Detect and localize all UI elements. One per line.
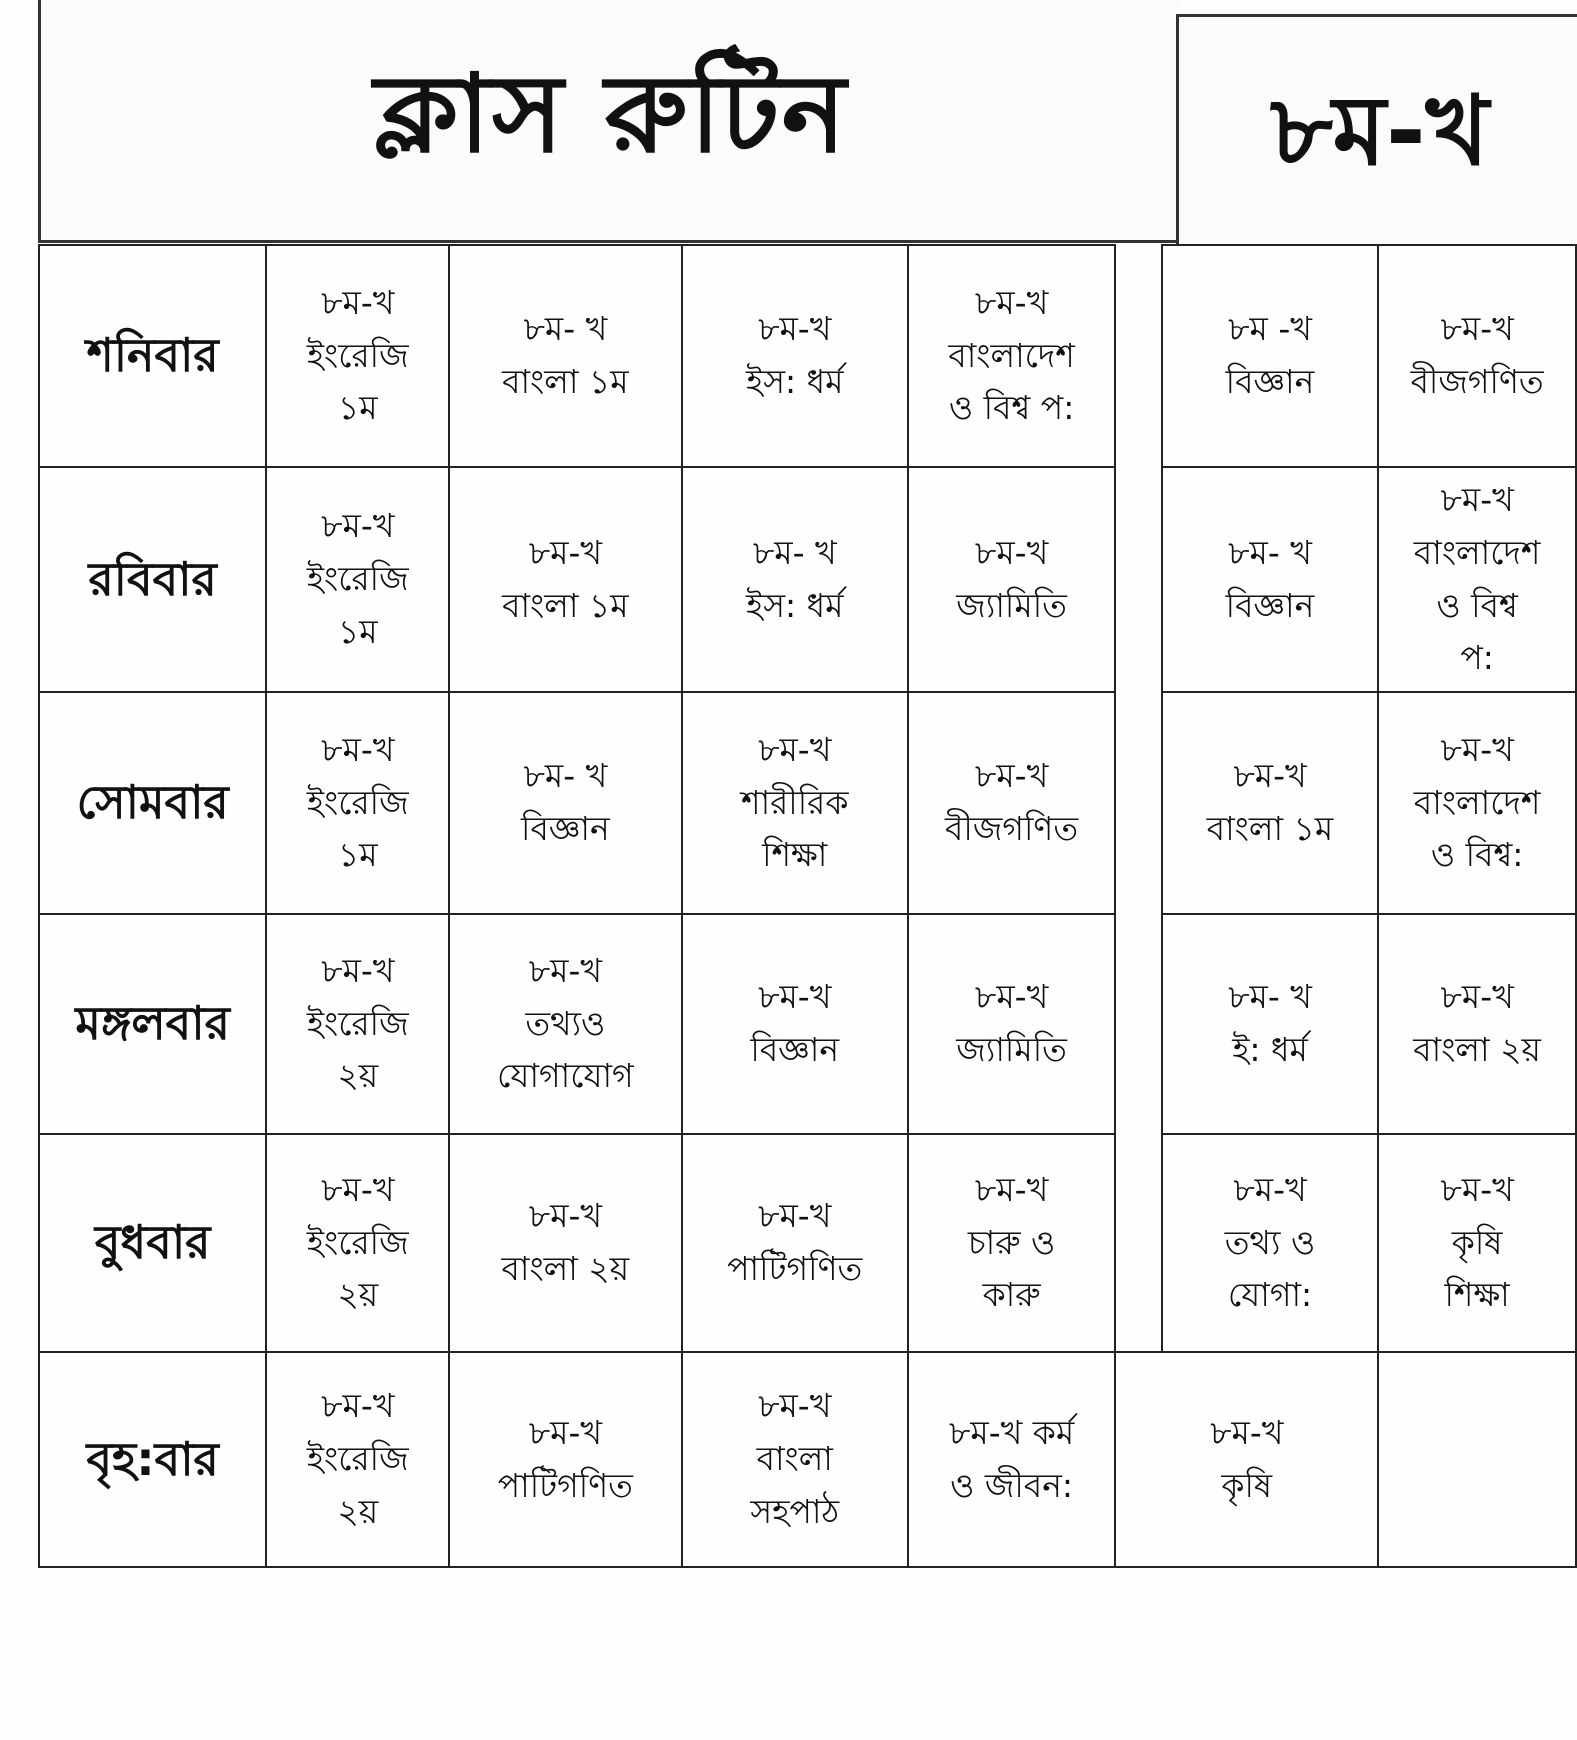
- class-code: ৮ম-খ: [528, 532, 603, 572]
- class-code: ৮ম-খ: [321, 282, 395, 322]
- class-code: ৮ম-খ: [758, 729, 832, 769]
- class-code: ৮ম-খ: [974, 756, 1049, 796]
- period-cell: [1378, 1134, 1576, 1352]
- subject-text: ইংরেজি: [306, 559, 409, 599]
- period-cell: [449, 692, 681, 914]
- period-cell: [682, 914, 908, 1134]
- subject-text: ২য়: [337, 1491, 379, 1531]
- period-cell: [449, 245, 681, 467]
- period-cell: [682, 1352, 908, 1567]
- subject-text: পাটিগণিত: [497, 1465, 633, 1505]
- title-box: [38, 0, 1181, 243]
- subject-text: জ্যামিতি: [956, 585, 1067, 625]
- class-code: ৮ম-খ: [974, 1169, 1049, 1209]
- class-box: [1176, 14, 1577, 260]
- subject-text: ও জীবন:: [950, 1465, 1074, 1505]
- class-code: ৮ম-খ: [528, 1412, 603, 1452]
- break-column: [1115, 692, 1162, 914]
- subject-text: বাংলাদেশ: [1413, 532, 1541, 572]
- period-cell: [682, 1134, 908, 1352]
- subject-text: ও বিশ্ব:: [1430, 835, 1524, 875]
- routine-row: [39, 1352, 1576, 1567]
- subject-text: শিক্ষা: [1444, 1275, 1510, 1315]
- class-code: ৮ম-খ: [974, 977, 1049, 1017]
- break-column: [1115, 245, 1162, 467]
- class-code: ৮ম- খ: [1228, 532, 1312, 572]
- day-label: বৃহ:বার: [39, 1352, 266, 1567]
- subject-text: তথ্যও: [525, 1003, 606, 1043]
- class-code: ৮ম-খ: [1233, 1169, 1307, 1209]
- routine-table: [38, 244, 1577, 1568]
- class-code: ৮ম-খ: [758, 1386, 832, 1426]
- period-cell: [1378, 467, 1576, 692]
- period-cell: [266, 914, 449, 1134]
- class-code: ৮ম-খ: [1440, 1169, 1514, 1209]
- subject-text: পাটিগণিত: [727, 1249, 863, 1288]
- period-cell: [266, 245, 449, 467]
- class-code: ৮ম -খ: [1228, 309, 1312, 349]
- subject-text: ১ম: [337, 835, 378, 875]
- subject-text: শারীরিক: [741, 782, 849, 822]
- day-label: শনিবার: [39, 245, 266, 467]
- subject-text: বিজ্ঞান: [521, 809, 610, 848]
- subject-text: বাংলা ২য়: [501, 1249, 630, 1288]
- day-label: মঙ্গলবার: [39, 914, 266, 1134]
- period-cell: [449, 467, 681, 692]
- period-cell: [682, 692, 908, 914]
- subject-text: প:: [1460, 638, 1494, 678]
- class-code: ৮ম-খ: [1440, 977, 1514, 1017]
- period-cell: [908, 245, 1115, 467]
- period-cell: [908, 692, 1115, 914]
- class-code: ৮ম-খ: [1440, 729, 1514, 769]
- subject-text: ইংরেজি: [306, 1439, 409, 1479]
- period-cell: [1378, 692, 1576, 914]
- subject-text: বীজগণিত: [1410, 362, 1544, 401]
- subject-text: বিজ্ঞান: [1225, 362, 1315, 401]
- class-code: ৮ম- খ: [523, 309, 608, 349]
- subject-text: বিজ্ঞান: [750, 1030, 840, 1069]
- subject-text: ও বিশ্ব প:: [948, 388, 1075, 428]
- page-title: ক্লাস রুটিন: [374, 51, 848, 177]
- class-code: ৮ম- খ: [523, 756, 608, 796]
- subject-text: বাংলাদেশ: [948, 335, 1075, 375]
- subject-text: ইংরেজি: [306, 782, 409, 822]
- routine-row: [39, 245, 1576, 467]
- class-code: ৮ম-খ: [758, 977, 832, 1017]
- day-label: সোমবার: [39, 692, 266, 914]
- routine-row: [39, 692, 1576, 914]
- class-code: ৮ম-খ: [758, 309, 832, 349]
- subject-text: শিক্ষা: [762, 835, 828, 875]
- break-column: [1115, 914, 1162, 1134]
- period-cell: [449, 1352, 681, 1567]
- period-cell: [908, 1352, 1115, 1567]
- day-label: বুধবার: [39, 1134, 266, 1352]
- period-cell: [1162, 245, 1379, 467]
- break-column: [1115, 467, 1162, 692]
- period-cell: [266, 692, 449, 914]
- period-cell: [682, 245, 908, 467]
- period-cell: [1162, 914, 1379, 1134]
- period-cell: [266, 1352, 449, 1567]
- class-code: ৮ম-খ: [758, 1196, 832, 1236]
- subject-text: ই: ধর্ম: [1232, 1030, 1308, 1069]
- class-code: ৮ম-খ: [528, 1196, 603, 1236]
- class-code: ৮ম- খ: [1228, 977, 1312, 1017]
- subject-text: কৃষি: [1221, 1465, 1273, 1505]
- period-cell: [908, 1134, 1115, 1352]
- subject-text: ২য়: [337, 1275, 379, 1315]
- period-cell: [266, 467, 449, 692]
- class-code: ৮ম-খ: [528, 950, 603, 990]
- subject-text: বিজ্ঞান: [1225, 585, 1315, 625]
- subject-text: যোগা:: [1227, 1275, 1313, 1315]
- subject-text: চারু ও: [967, 1222, 1056, 1262]
- class-code: ৮ম-খ: [321, 506, 395, 546]
- period-cell: [449, 1134, 681, 1352]
- subject-text: কৃষি: [1451, 1222, 1503, 1262]
- subject-text: বাংলাদেশ: [1413, 782, 1541, 822]
- period-cell: [449, 914, 681, 1134]
- subject-text: ইস: ধর্ম: [746, 585, 844, 625]
- period-cell: [1378, 245, 1576, 467]
- class-code: ৮ম-খ: [321, 1386, 395, 1426]
- subject-text: জ্যামিতি: [956, 1030, 1067, 1069]
- period-cell: [908, 467, 1115, 692]
- period-cell: [1162, 467, 1379, 692]
- subject-text: ২য়: [337, 1056, 379, 1096]
- class-code: ৮ম-খ: [1233, 756, 1307, 796]
- subject-text: ১ম: [337, 611, 378, 651]
- period-cell: [266, 1134, 449, 1352]
- class-code: ৮ম-খ: [1210, 1412, 1284, 1452]
- subject-text: ইংরেজি: [306, 335, 409, 375]
- class-code: ৮ম- খ: [752, 532, 837, 572]
- empty-cell: [1378, 1352, 1576, 1567]
- subject-text: সহপাঠ: [750, 1491, 840, 1531]
- period-cell: [1115, 1352, 1378, 1567]
- subject-text: বাংলা ১ম: [502, 362, 629, 401]
- subject-text: ও বিশ্ব: [1436, 585, 1518, 625]
- period-cell: [1162, 692, 1379, 914]
- subject-text: যোগাযোগ: [497, 1056, 634, 1096]
- class-code: ৮ম-খ: [974, 532, 1049, 572]
- subject-text: ইংরেজি: [306, 1003, 409, 1043]
- period-cell: [1162, 1134, 1379, 1352]
- subject-text: ১ম: [337, 388, 378, 428]
- class-code: ৮ম-খ: [974, 282, 1049, 322]
- subject-text: ইংরেজি: [306, 1222, 409, 1262]
- subject-text: বাংলা ১ম: [1206, 809, 1334, 848]
- class-code: ৮ম-খ: [321, 729, 395, 769]
- subject-text: বাংলা ২য়: [1413, 1030, 1541, 1069]
- day-label: রবিবার: [39, 467, 266, 692]
- class-code: ৮ম-খ: [1440, 479, 1514, 519]
- break-column: [1115, 1134, 1162, 1352]
- class-code: ৮ম-খ: [1440, 309, 1514, 349]
- class-code: ৮ম-খ: [321, 950, 395, 990]
- class-code: ৮ম-খ কর্ম: [948, 1412, 1075, 1452]
- period-cell: [1378, 914, 1576, 1134]
- subject-text: বাংলা ১ম: [502, 585, 629, 625]
- period-cell: [682, 467, 908, 692]
- subject-text: কারু: [982, 1275, 1041, 1315]
- class-label: ৮ম-খ: [1270, 74, 1489, 187]
- routine-body: [39, 245, 1576, 1567]
- period-cell: [908, 914, 1115, 1134]
- subject-text: ইস: ধর্ম: [746, 362, 844, 401]
- class-code: ৮ম-খ: [321, 1169, 395, 1209]
- subject-text: বাংলা: [756, 1439, 833, 1479]
- routine-row: [39, 1134, 1576, 1352]
- routine-row: [39, 914, 1576, 1134]
- subject-text: তথ্য ও: [1224, 1222, 1316, 1262]
- subject-text: বীজগণিত: [945, 809, 1079, 848]
- routine-row: [39, 467, 1576, 692]
